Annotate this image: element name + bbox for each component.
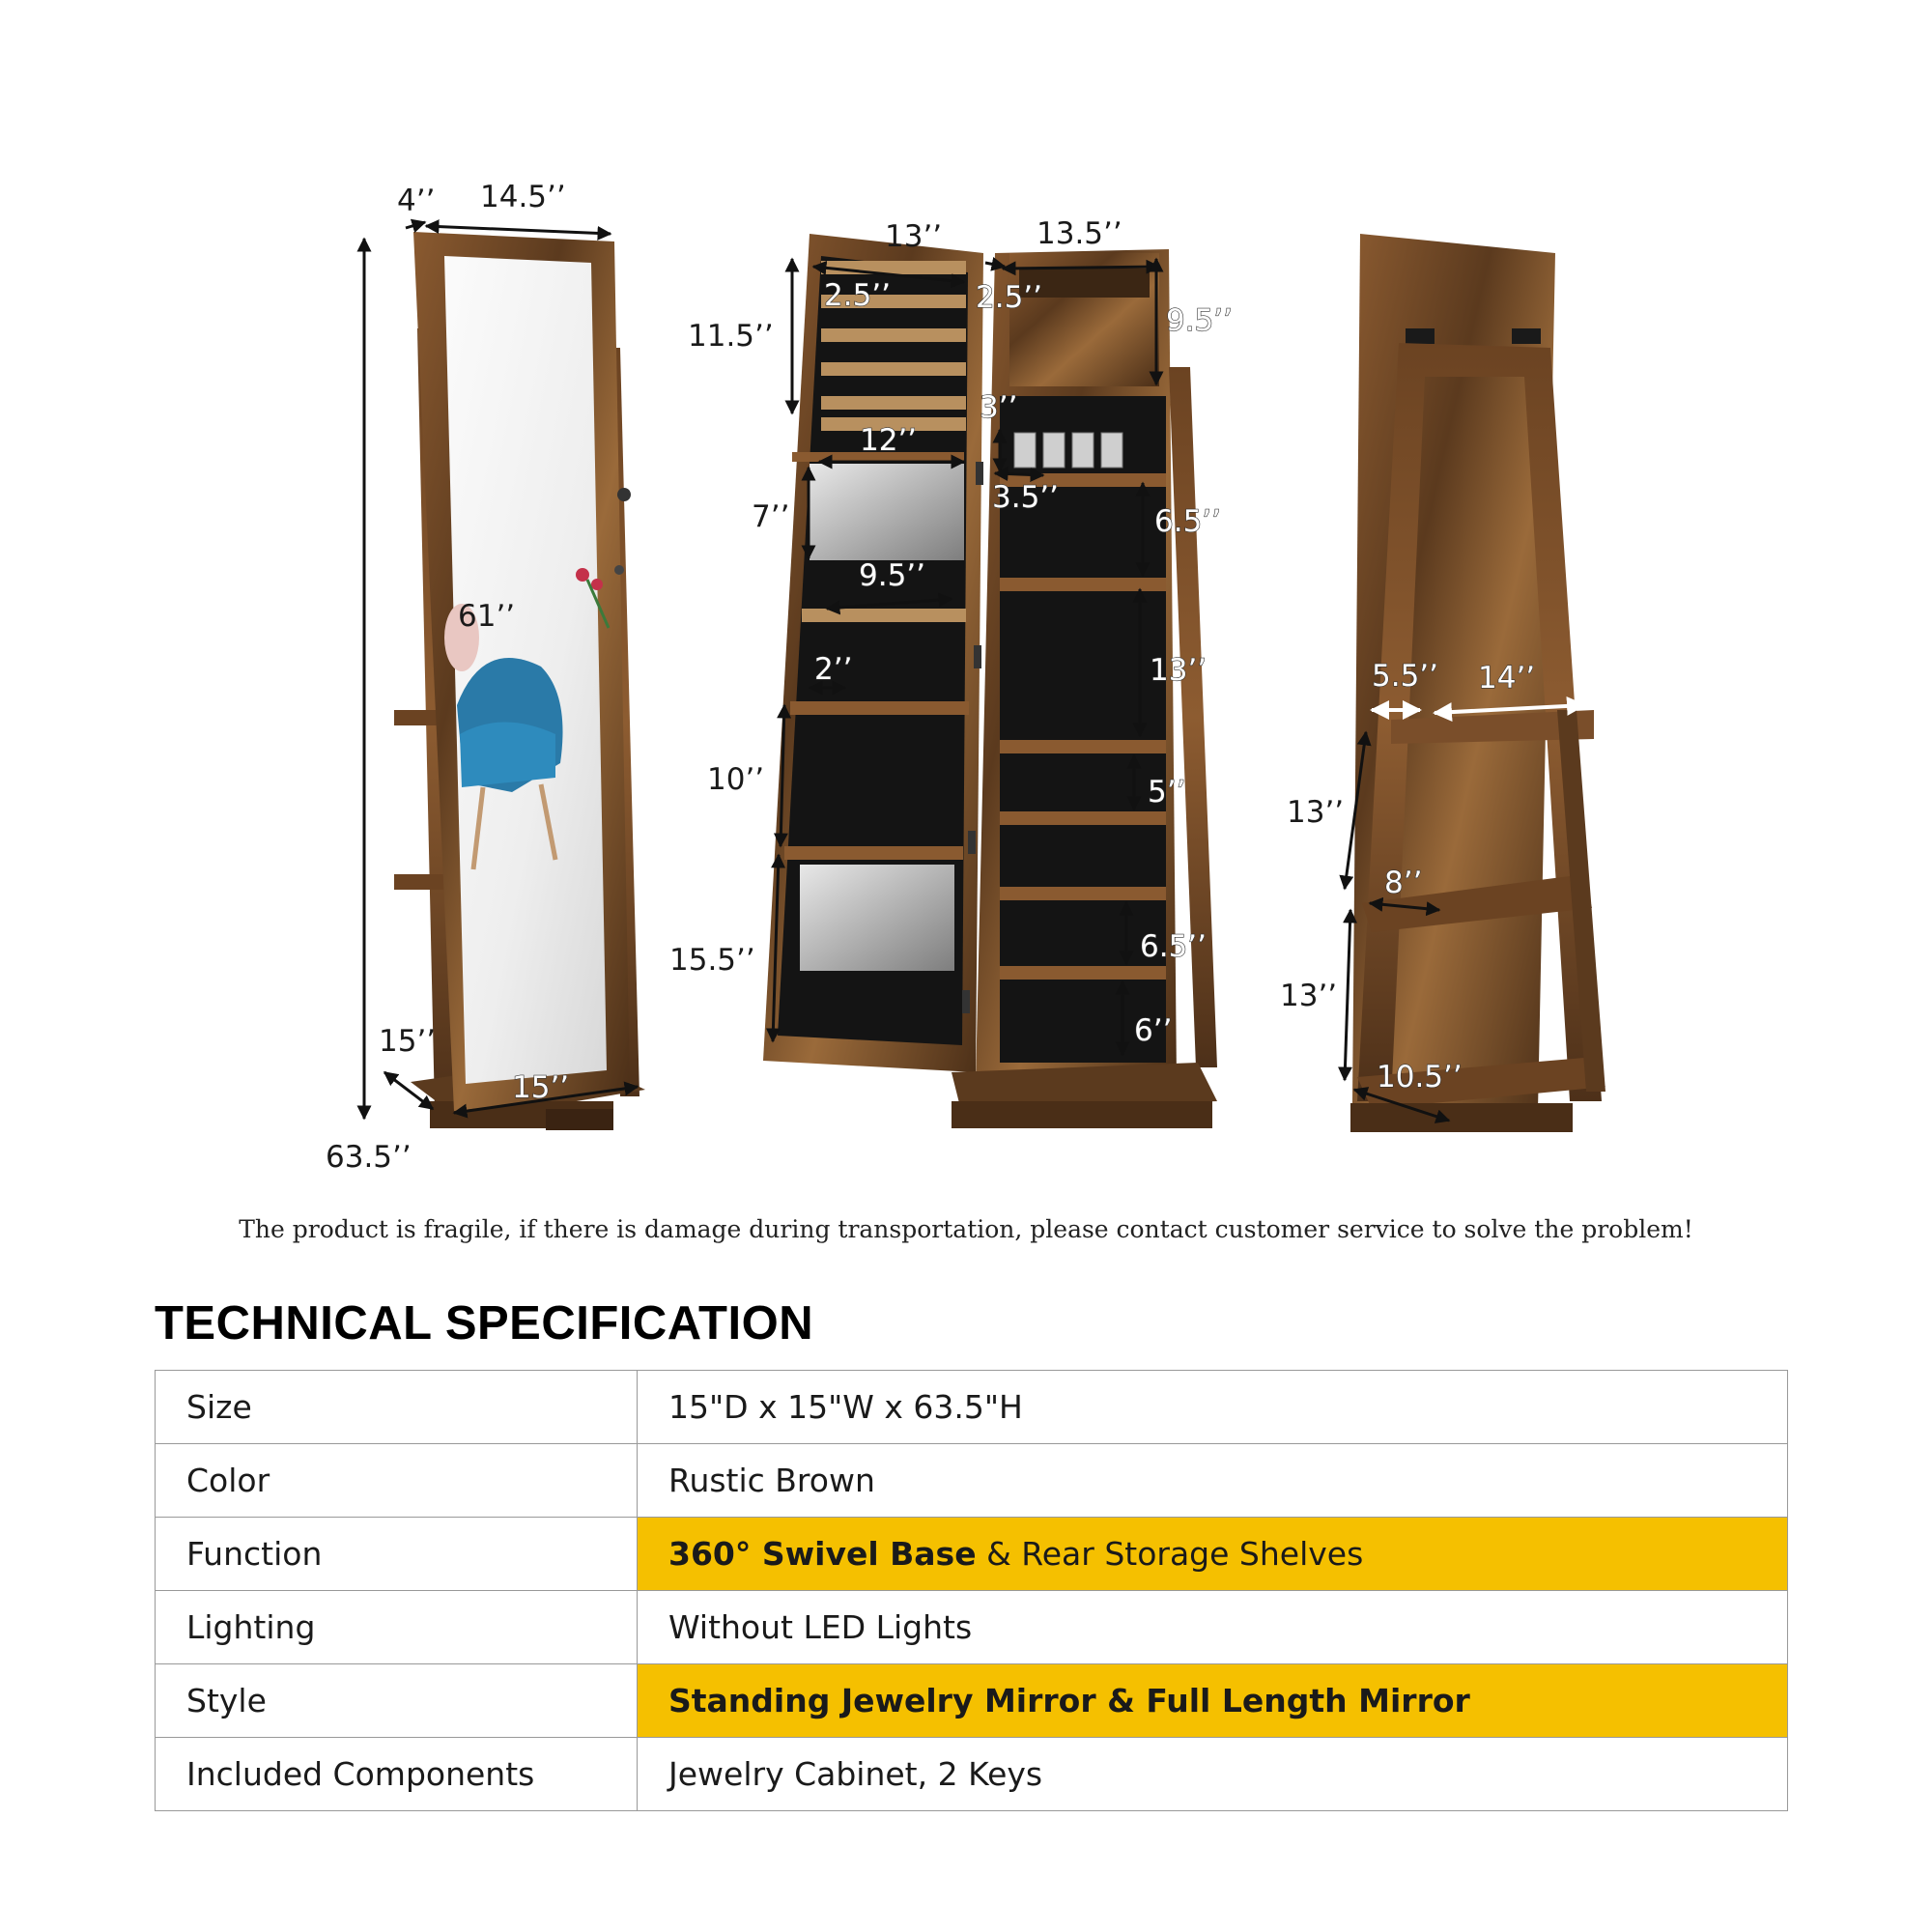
spec-table <box>155 1370 1788 1811</box>
front-view <box>326 180 645 1175</box>
dim-bar-width: 12’’ <box>860 423 918 458</box>
spec-value-highlighted <box>638 1664 1788 1738</box>
dim-ring-rows: 2.5’’ <box>824 278 892 313</box>
spec-row-lighting <box>156 1591 1788 1664</box>
dim-shelf-gap: 3’’ <box>980 390 1018 425</box>
spec-label: Function <box>156 1518 638 1591</box>
spec-row-size <box>156 1371 1788 1444</box>
spec-row-components <box>156 1738 1788 1811</box>
dim-door-width: 13’’ <box>885 219 943 254</box>
dim-front-depth: 4’’ <box>397 184 436 218</box>
back-view <box>1280 234 1605 1132</box>
dim-base-front: 15’’ <box>512 1070 570 1105</box>
spec-value-highlighted <box>638 1518 1788 1591</box>
spec-label: Size <box>156 1371 638 1444</box>
dim-total-height: 63.5’’ <box>326 1140 412 1175</box>
spec-label: Included Components <box>156 1738 638 1811</box>
spec-row-color <box>156 1444 1788 1518</box>
spec-value-bold: 360° Swivel Base <box>668 1535 977 1573</box>
open-view <box>669 216 1233 1128</box>
dim-rod-width: 9.5’’ <box>859 558 926 593</box>
spec-row-function <box>156 1518 1788 1591</box>
dim-mirror-panel: 7’’ <box>752 499 790 534</box>
spec-value: Without LED Lights <box>638 1591 1788 1664</box>
dim-back-shelf-width: 14’’ <box>1478 661 1536 696</box>
dim-top-section: 11.5’’ <box>688 319 774 354</box>
spec-row-style <box>156 1664 1788 1738</box>
spec-title: TECHNICAL SPECIFICATION <box>155 1297 814 1350</box>
dim-hook-gap: 2’’ <box>814 652 853 687</box>
dim-right-bottom: 6’’ <box>1134 1013 1173 1048</box>
dim-back-shelf-depth: 5.5’’ <box>1372 659 1439 694</box>
dim-front-width: 14.5’’ <box>480 180 566 214</box>
dim-right-mid: 13’’ <box>1150 653 1208 688</box>
dim-mirror-height: 61’’ <box>458 599 516 634</box>
spec-label: Color <box>156 1444 638 1518</box>
dim-top-box: 9.5’’ <box>1166 303 1234 338</box>
dim-right-shelf: 5’’ <box>1148 775 1186 810</box>
dim-right-top: 6.5’’ <box>1154 504 1222 539</box>
dim-back-upper-gap: 13’’ <box>1287 795 1345 830</box>
dim-left-bottom: 15.5’’ <box>669 943 755 978</box>
spec-label: Style <box>156 1664 638 1738</box>
spec-value-rest: & Rear Storage Shelves <box>976 1535 1364 1573</box>
dim-back-base-depth: 10.5’’ <box>1377 1060 1463 1094</box>
spec-value: 15"D x 15"W x 63.5"H <box>638 1371 1788 1444</box>
dim-back-mid-depth: 8’’ <box>1384 866 1423 900</box>
spec-value: Jewelry Cabinet, 2 Keys <box>638 1738 1788 1811</box>
fragile-notice: The product is fragile, if there is damage during transportation, please contact customer service to solve the problem! <box>239 1215 1693 1243</box>
dim-right-low: 6.5’’ <box>1140 929 1208 964</box>
spec-value: Rustic Brown <box>638 1444 1788 1518</box>
dim-back-lower-gap: 13’’ <box>1280 979 1338 1013</box>
dim-body-width: 13.5’’ <box>1037 216 1122 251</box>
dim-gap: 2.5’’ <box>976 280 1043 315</box>
dim-left-mid: 10’’ <box>707 762 765 797</box>
spec-label: Lighting <box>156 1591 638 1664</box>
dim-compartment: 3.5’’ <box>992 480 1060 515</box>
dim-base-side: 15’’ <box>379 1024 437 1059</box>
spec-value-bold: Standing Jewelry Mirror & Full Length Mirror <box>668 1682 1470 1719</box>
